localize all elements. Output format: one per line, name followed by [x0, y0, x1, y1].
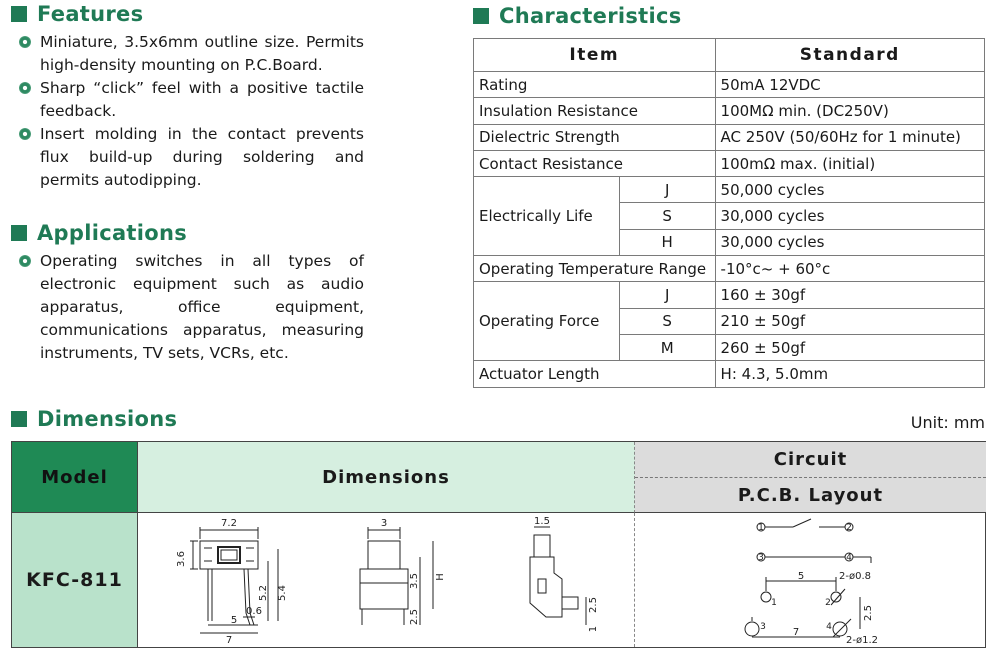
pin-label: 4 [826, 622, 832, 632]
table-row: H 30,000 cycles [474, 229, 985, 255]
header-item: Item [474, 39, 716, 72]
pin-label: 3 [758, 553, 764, 563]
model-cell: KFC-811 [12, 513, 138, 647]
dim-label: 2-ø0.8 [839, 571, 871, 582]
features-list [12, 31, 364, 192]
dim-label: 2.5 [588, 597, 599, 613]
square-bullet-icon [11, 411, 27, 427]
pin-label: 1 [771, 598, 777, 608]
table-row: Contact Resistance 100mΩ max. (initial) [474, 150, 985, 176]
header-standard: Standard [715, 39, 984, 72]
header-dimensions: Dimensions [138, 442, 635, 513]
list-item: Operating switches in all types of electronic equipment such as audio apparatus, office equipment, communications apparatus, measuring instruments, TV sets, VCRs, etc. [12, 250, 364, 365]
dim-label: 5 [797, 571, 805, 582]
circle-bullet-icon [19, 82, 31, 94]
dim-label: 5.4 [277, 585, 288, 601]
dim-label: H [435, 573, 446, 581]
dim-label: 5.2 [258, 585, 269, 601]
table-row: S 30,000 cycles [474, 203, 985, 229]
dim-label: 3.5 [409, 573, 420, 589]
square-bullet-icon [473, 8, 489, 24]
table-row: Actuator Length H: 4.3, 5.0mm [474, 361, 985, 387]
square-bullet-icon [11, 6, 27, 22]
dim-label: 2.5 [863, 605, 874, 621]
table-row: Operating Temperature Range -10°c~ + 60°c [474, 256, 985, 282]
dim-label: 7 [225, 635, 233, 646]
dimensions-heading [11, 405, 177, 433]
dim-label: 3 [380, 518, 388, 529]
dim-label: 3.6 [176, 551, 187, 567]
table-header-row [474, 39, 985, 72]
table-row: Dielectric Strength AC 250V (50/60Hz for 1 minute) [474, 124, 985, 150]
circle-bullet-icon [19, 36, 31, 48]
features-title: Features [37, 2, 144, 26]
circuit-pcb-drawing [635, 513, 986, 647]
dim-label: 2-ø1.2 [846, 635, 878, 646]
pcb-layout-drawing [635, 513, 986, 647]
table-row: Operating Force J 160 ± 30gf [474, 282, 985, 308]
circle-bullet-icon [19, 128, 31, 140]
unit-label: Unit: mm [910, 413, 985, 432]
dim-label: 7 [792, 627, 800, 638]
dimensions-title: Dimensions [37, 407, 178, 431]
pin-label: 2 [825, 598, 831, 608]
pin-label: 3 [760, 622, 766, 632]
table-row: Rating 50mA 12VDC [474, 72, 985, 98]
circle-bullet-icon [19, 255, 31, 267]
list-item: Insert molding in the contact prevents flux build-up during soldering and permits autodipping. [12, 123, 364, 192]
applications-heading [11, 219, 187, 247]
switch-drawing [138, 513, 635, 647]
dim-label: 2.5 [409, 609, 420, 625]
pin-label: 4 [846, 553, 852, 563]
features-heading [11, 0, 143, 28]
pin-label: 2 [846, 523, 852, 533]
list-item: Miniature, 3.5x6mm outline size. Permits high-density mounting on P.C.Board. [12, 31, 364, 77]
table-row: Insulation Resistance 100MΩ min. (DC250V) [474, 98, 985, 124]
characteristics-title: Characteristics [499, 4, 682, 28]
dim-label: 5 [230, 615, 238, 626]
header-model: Model [12, 442, 138, 513]
dimension-drawing [138, 513, 635, 647]
list-item: Sharp “click” feel with a positive tactile feedback. [12, 77, 364, 123]
characteristics-table [473, 38, 985, 388]
characteristics-heading [473, 2, 682, 30]
table-row: Electrically Life J 50,000 cycles [474, 177, 985, 203]
applications-list [12, 250, 364, 365]
header-pcb-layout: P.C.B. Layout [635, 478, 986, 513]
dim-label: 1.5 [534, 516, 550, 527]
table-row: S 210 ± 50gf [474, 308, 985, 334]
table-row: M 260 ± 50gf [474, 334, 985, 360]
dim-label: 0.6 [246, 606, 262, 617]
dim-label: 7.2 [221, 518, 237, 529]
header-circuit: Circuit [635, 442, 986, 478]
dimensions-table [11, 441, 986, 648]
pin-label: 1 [758, 523, 764, 533]
applications-title: Applications [37, 221, 188, 245]
square-bullet-icon [11, 225, 27, 241]
dim-label: 1 [588, 625, 599, 633]
